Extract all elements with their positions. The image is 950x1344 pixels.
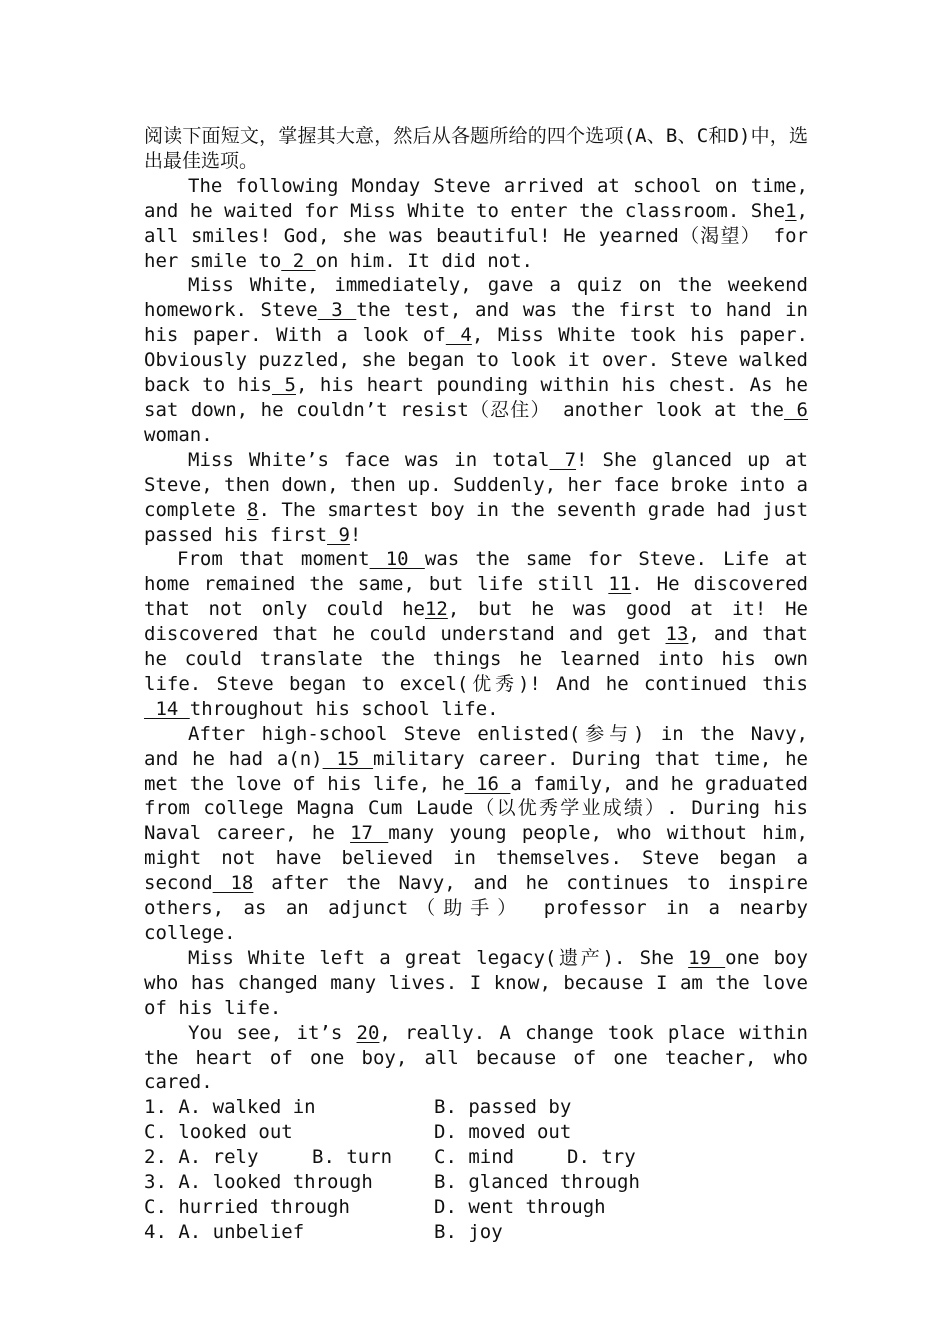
text: Miss White, immediately, gave a quiz on the weekend homework. Steve [144, 274, 808, 322]
blank-17: 17 [350, 822, 389, 845]
text: Miss White left a great legacy(遗产). She [188, 946, 689, 969]
text: a family, and he graduated from college Magna Cum Laude（以优秀学业成绩）. During his Naval career, he [144, 772, 808, 845]
passage-paragraph-3 [144, 448, 808, 548]
blank-5: 5 [272, 374, 296, 397]
blank-18: 18 [212, 872, 254, 895]
option-3b: B. glanced through [434, 1171, 640, 1194]
question-3-row-1 [144, 1170, 808, 1195]
question-2-row [144, 1145, 808, 1170]
passage-paragraph-7 [144, 1021, 808, 1096]
blank-6: 6 [783, 398, 808, 421]
blank-14: 14 [144, 697, 190, 720]
text: , all smiles! God, she was beautiful! He yearned（渴望） for her smile to [144, 199, 808, 272]
text: From that moment [177, 548, 370, 571]
instructions: 阅读下面短文，掌握其大意，然后从各题所给的四个选项(A、B、C和D)中，选出最佳选项。 [144, 125, 808, 172]
blank-16: 16 [464, 772, 511, 795]
option-4a: 4. A. unbelief [144, 1220, 305, 1243]
text: one boy who has changed many lives. I know, because I am the love of his life. [144, 946, 808, 1019]
text: , but he was good at it! He discovered that he could understand and get [144, 598, 808, 646]
question-1-row-1 [144, 1095, 808, 1120]
passage-paragraph-4 [144, 547, 808, 721]
text: , Miss White took his paper. Obviously puzzled, she began to look it over. Steve walked back to his [144, 324, 808, 397]
blank-1: 1 [785, 199, 797, 222]
text: ! [349, 523, 362, 546]
option-4b: B. joy [434, 1220, 503, 1243]
text: military career. During that time, he met the love of his life, he [144, 747, 808, 795]
option-2c: C. mind [434, 1146, 515, 1169]
text: , and that he could translate the things he learned into his own life. Steve began to excel(优秀)! And he continued this [144, 623, 808, 695]
option-2d: D. try [567, 1146, 636, 1169]
text: the test, and was the first to hand in his paper. With a look of [144, 299, 808, 347]
passage-paragraph-6 [144, 946, 808, 1021]
blank-20: 20 [356, 1021, 380, 1044]
text: , his heart pounding within his chest. As he sat down, he couldn’t resist（忍住） another look at the [144, 374, 808, 421]
blank-8: 8 [247, 498, 259, 521]
question-3-row-2 [144, 1195, 808, 1220]
blank-15: 15 [322, 747, 374, 770]
option-2a: 2. A. rely [144, 1146, 259, 1169]
option-2b: B. turn [312, 1146, 393, 1169]
text: After high-school Steve enlisted(参与) in the Navy, and he had a(n) [144, 722, 808, 770]
option-1d: D. moved out [434, 1121, 572, 1144]
blank-19: 19 [688, 946, 726, 969]
text: The following Monday Steve arrived at school on time, and he waited for Miss White to enter the classroom. She [144, 174, 808, 222]
text: . He discovered that not only could he [144, 573, 808, 621]
text: many young people, who without him, might not have believed in themselves. Steve began a second [144, 822, 808, 895]
passage-paragraph-2 [144, 273, 808, 447]
blank-3: 3 [317, 299, 357, 322]
text: ! She glanced up at Steve, then down, then up. Suddenly, her face broke into a complete [144, 448, 808, 521]
text: , really. A change took place within the heart of one boy, all because of one teacher, who cared. [144, 1021, 808, 1094]
question-1-row-2 [144, 1120, 808, 1145]
text: Miss White’s face was in total [188, 448, 550, 471]
option-1b: B. passed by [434, 1096, 572, 1119]
question-4-row-1 [144, 1220, 808, 1245]
option-3c: C. hurried through [144, 1195, 350, 1218]
text: on him. It did not. [315, 249, 533, 272]
text: throughout his school life. [189, 697, 499, 720]
text: . The smartest boy in the seventh grade had just passed his first [144, 498, 809, 546]
text: was the same for Steve. Life at home remained the same, but life still [144, 548, 808, 596]
document-content [144, 124, 808, 1245]
option-1a: 1. A. walked in [144, 1096, 316, 1119]
text: after the Navy, and he continues to inspire others, as an adjunct（助手） professor in a nearby college. [144, 872, 808, 944]
blank-9: 9 [327, 523, 350, 546]
text: woman. [144, 423, 213, 446]
blank-10: 10 [369, 548, 425, 571]
option-3d: D. went through [434, 1195, 606, 1218]
blank-4: 4 [445, 324, 472, 347]
blank-12: 12 [424, 598, 448, 621]
blank-7: 7 [549, 448, 577, 471]
blank-2: 2 [281, 249, 316, 272]
passage-paragraph-1 [144, 174, 808, 274]
blank-11: 11 [608, 573, 632, 596]
passage-paragraph-5 [144, 722, 808, 946]
question-list [144, 1095, 808, 1244]
option-3a: 3. A. looked through [144, 1171, 373, 1194]
text: You see, it’s [188, 1021, 357, 1044]
option-1c: C. looked out [144, 1121, 293, 1144]
blank-13: 13 [665, 623, 689, 646]
